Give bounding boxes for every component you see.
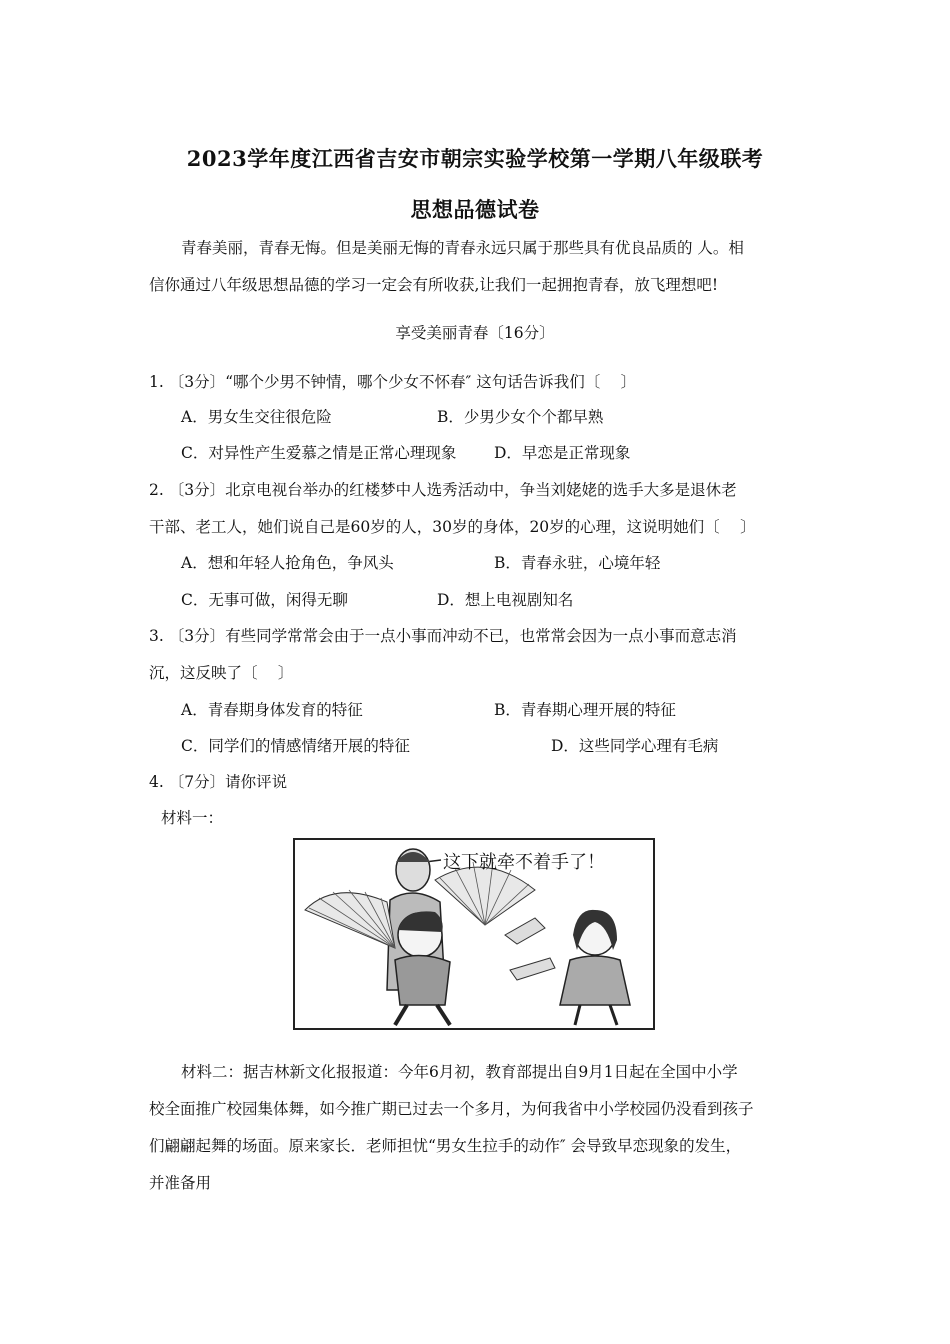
q1-option-a: A．男女生交往很危险 [181, 408, 332, 426]
intro-line-1: 青春美丽，青春无悔。但是美丽无悔的青春永远只属于那些具有优良品质的 人。相 [181, 239, 744, 257]
material-2-line-1: 材料二：据吉林新文化报报道：今年6月初，教育部提出自9月1日起在全国中小学 [181, 1063, 738, 1081]
q4-stem: 4. 〔7分〕请你评说 [149, 773, 288, 791]
q2-option-c: C．无事可做，闲得无聊 [181, 591, 348, 609]
material-2-line-3: 们翩翩起舞的场面。原来家长．老师担忧“男女生拉手的动作″ 会导致早恋现象的发生， [149, 1137, 742, 1155]
q1-stem: 1. 〔3分〕“哪个少男不钟情，哪个少女不怀春″ 这句话告诉我们〔 〕 [149, 373, 637, 391]
q3-stem-line-1: 3. 〔3分〕有些同学常常会由于一点小事而冲动不已，也常常会因为一点小事而意志消 [149, 627, 737, 645]
q1-option-b: B．少男少女个个都早熟 [437, 408, 604, 426]
q3-stem-line-2: 沉，这反映了〔 〕 [149, 664, 294, 682]
cartoon-figure [293, 838, 655, 1030]
q3-option-b: B．青春期心理开展的特征 [494, 701, 676, 719]
exam-title-line-2: 思想品德试卷 [410, 197, 540, 222]
q2-option-b: B．青春永驻，心境年轻 [494, 554, 661, 572]
q3-option-d: D．这些同学心理有毛病 [551, 737, 719, 755]
q3-option-c: C．同学们的情感情绪开展的特征 [181, 737, 410, 755]
intro-line-2: 信你通过八年级思想品德的学习一定会有所收获,让我们一起拥抱青春，放飞理想吧! [149, 276, 719, 294]
q1-option-c: C．对异性产生爱慕之情是正常心理现象 [181, 444, 457, 462]
q1-option-d: D．早恋是正常现象 [494, 444, 631, 462]
q2-stem-line-2: 干部、老工人，她们说自己是60岁的人，30岁的身体，20岁的心理，这说明她们〔 〕 [149, 518, 756, 536]
q3-option-a: A．青春期身体发育的特征 [181, 701, 363, 719]
exam-title-line-1: 2023学年度江西省吉安市朝宗实验学校第一学期八年级联考 [186, 146, 764, 171]
material-2-line-4: 并准备用 [149, 1174, 212, 1192]
material-1-label: 材料一： [161, 809, 224, 827]
q2-option-d: D．想上电视剧知名 [437, 591, 574, 609]
material-2-line-2: 校全面推广校园集体舞，如今推广期已过去一个多月，为何我省中小学校园仍没看到孩子 [149, 1100, 754, 1118]
q2-option-a: A．想和年轻人抢角色，争风头 [181, 554, 394, 572]
cartoon-speech-text: 这下就牵不着手了！ [443, 852, 605, 873]
section-title: 享受美丽青春〔16分〕 [395, 324, 555, 342]
q2-stem-line-1: 2. 〔3分〕北京电视台举办的红楼梦中人选秀活动中，争当刘姥姥的选手大多是退休老 [149, 481, 737, 499]
